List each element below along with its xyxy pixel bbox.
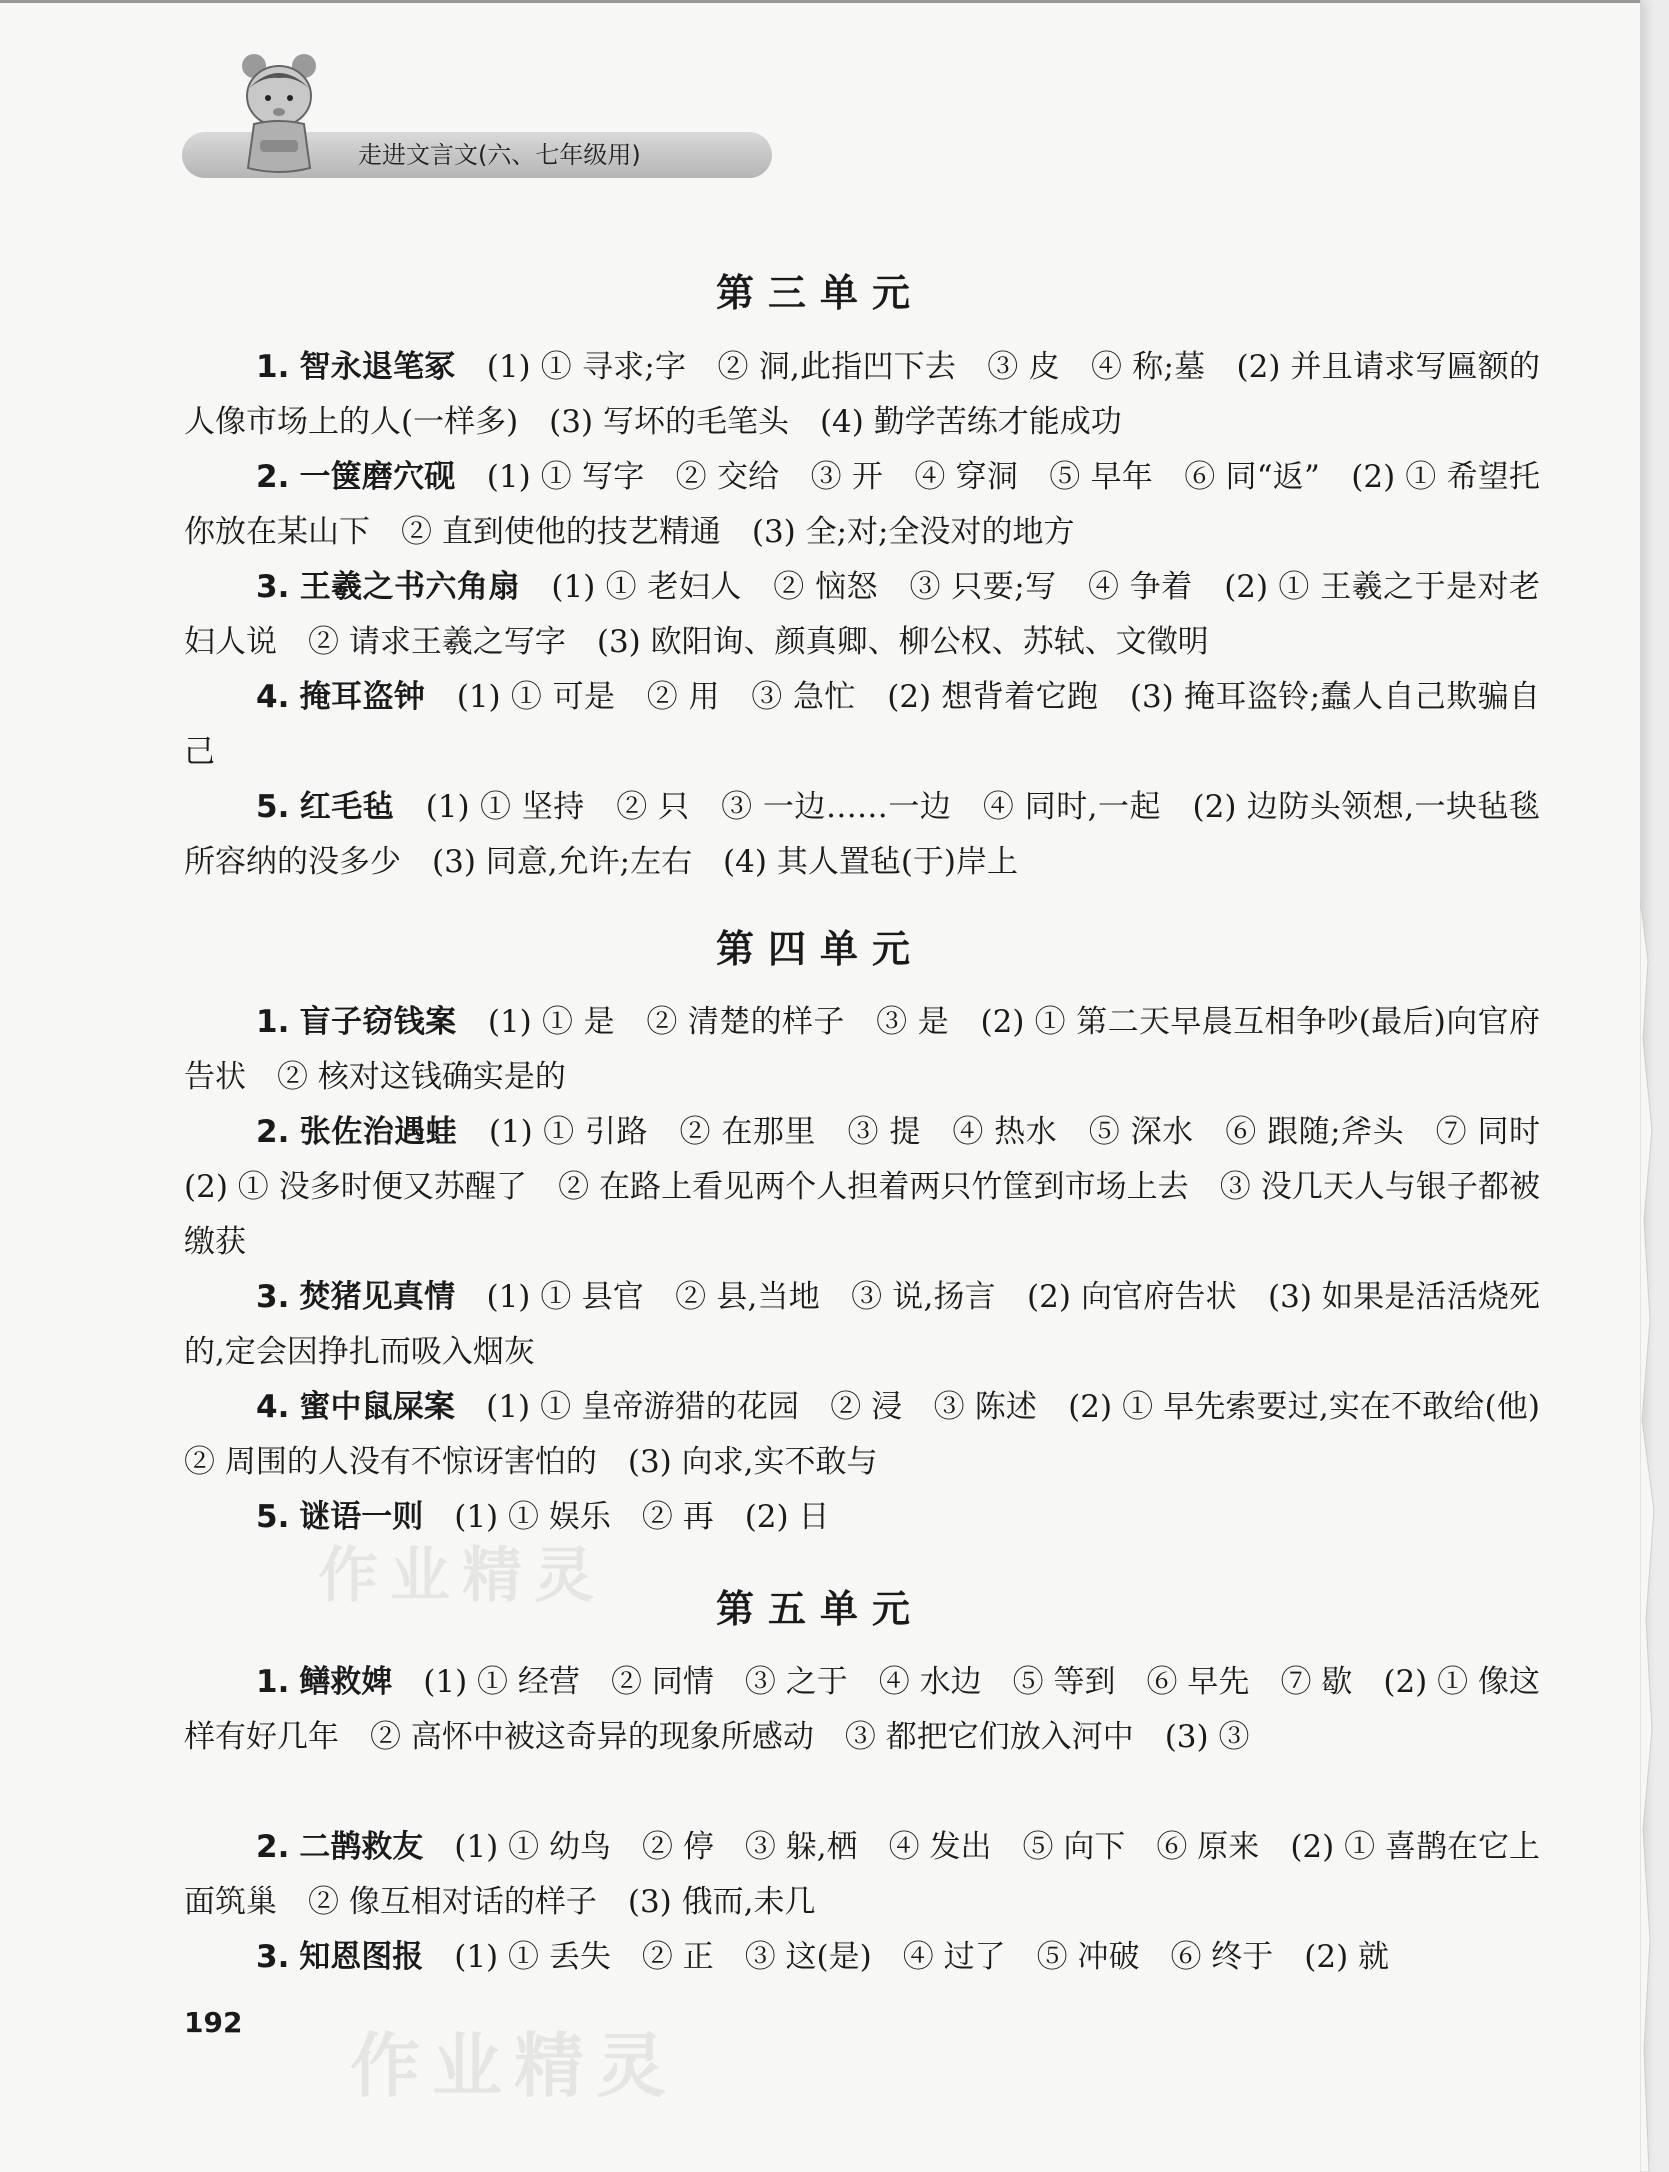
entry-title: 谜语一则 xyxy=(299,1499,424,1535)
entry-unit4-4 xyxy=(184,1380,1571,1490)
entry-answer: (1) ① 丢失 ② 正 ③ 这(是) ④ 过了 ⑤ 冲破 ⑥ 终于 (2) 就 xyxy=(454,1939,1390,1975)
entry-answer: (1) ① 寻求;字 ② 洞,此指凹下去 ③ 皮 ④ 称;墓 (2) 并且请求写匾额的人像市场上的人(一样多) (3) 写坏的毛笔头 (4) 勤学苦练才能成功 xyxy=(184,349,1541,440)
entry-number: 2. xyxy=(256,1114,290,1150)
entry-answer: (1) ① 老妇人 ② 恼怒 ③ 只要;写 ④ 争着 (2) ① 王羲之于是对老妇人说 ② 请求王羲之写字 (3) 欧阳询、颜真卿、柳公权、苏轼、文徵明 xyxy=(184,569,1541,660)
entry-unit3-3 xyxy=(184,560,1540,670)
entry-answer: (1) ① 经营 ② 同情 ③ 之于 ④ 水边 ⑤ 等到 ⑥ 早先 ⑦ 歇 (2) ① 像这样有好几年 ② 高怀中被这奇异的现象所感动 ③ 都把它们放入河中 (3) ③ xyxy=(184,1664,1541,1755)
header-title: 走进文言文(六、七年级用) xyxy=(358,141,641,169)
entry-unit3-5 xyxy=(184,780,1540,890)
entry-answer: (1) ① 坚持 ② 只 ③ 一边……一边 ④ 同时,一起 (2) 边防头领想,一块毡毯所容纳的没多少 (3) 同意,允许;左右 (4) 其人置毡(于)岸上 xyxy=(184,789,1541,880)
entry-number: 1. xyxy=(256,349,290,385)
entry-number: 3. xyxy=(256,1939,290,1975)
entry-number: 3. xyxy=(256,1279,290,1315)
entry-title: 蜜中鼠屎案 xyxy=(299,1389,456,1425)
entry-answer: (1) ① 县官 ② 县,当地 ③ 说,扬言 (2) 向官府告状 (3) 如果是活活烧死的,定会因挣扎而吸入烟灰 xyxy=(184,1279,1541,1370)
watermark: 作业精灵 xyxy=(318,1541,606,1611)
section-title-unit-5: 第五单元 xyxy=(715,1587,924,1631)
section-title-unit-3: 第三单元 xyxy=(715,271,924,315)
top-rule xyxy=(0,0,1640,3)
entry-title: 盲子窃钱案 xyxy=(299,1004,457,1040)
entry-title: 张佐治遇蛙 xyxy=(299,1114,458,1150)
mascot-icon xyxy=(224,48,334,178)
entry-number: 2. xyxy=(256,1829,290,1865)
entry-answer: (1) ① 可是 ② 用 ③ 急忙 (2) 想背着它跑 (3) 掩耳盗铃;蠢人自己欺骗自己 xyxy=(184,679,1541,770)
entry-answer: (1) ① 是 ② 清楚的样子 ③ 是 (2) ① 第二天早晨互相争吵(最后)向官府告状 ② 核对这钱确实是的 xyxy=(184,1004,1541,1095)
entry-unit3-4 xyxy=(184,670,1540,780)
page-number: 192 xyxy=(184,2006,243,2039)
entry-number: 1. xyxy=(256,1004,290,1040)
entry-number: 4. xyxy=(256,679,290,715)
entry-title: 王羲之书六角扇 xyxy=(299,569,520,605)
entry-title: 掩耳盗钟 xyxy=(299,679,426,715)
entry-number: 5. xyxy=(256,789,290,825)
entry-unit3-2 xyxy=(184,450,1540,560)
entry-title: 鳝救婢 xyxy=(299,1664,393,1700)
entry-unit4-1 xyxy=(184,995,1540,1105)
entry-unit4-3 xyxy=(184,1270,1540,1380)
entry-unit4-2 xyxy=(184,1105,1572,1270)
entry-answer: (1) ① 娱乐 ② 再 (2) 日 xyxy=(454,1499,830,1535)
entry-title: 焚猪见真情 xyxy=(299,1279,456,1315)
entry-title: 智永退笔冢 xyxy=(299,349,456,385)
entry-unit5-1 xyxy=(184,1655,1540,1765)
entry-answer: (1) ① 引路 ② 在那里 ③ 提 ④ 热水 ⑤ 深水 ⑥ 跟随;斧头 ⑦ 同时 (2) ① 没多时便又苏醒了 ② 在路上看见两个人担着两只竹筐到市场上去 ③ 没几天人与银子都被缴获 xyxy=(184,1114,1572,1260)
entry-number: 1. xyxy=(256,1664,290,1700)
entry-title: 红毛毡 xyxy=(299,789,395,825)
section-title-unit-4: 第四单元 xyxy=(715,927,924,971)
entry-unit5-3 xyxy=(184,1930,1540,1985)
entry-unit5-2 xyxy=(184,1820,1540,1930)
entry-title: 一箧磨穴砚 xyxy=(299,459,456,495)
torn-edge xyxy=(1640,900,1669,2172)
entry-number: 5. xyxy=(256,1499,290,1535)
entry-title: 知恩图报 xyxy=(299,1939,424,1975)
entry-answer: (1) ① 写字 ② 交给 ③ 开 ④ 穿洞 ⑤ 早年 ⑥ 同“返” (2) ① 希望托你放在某山下 ② 直到使他的技艺精通 (3) 全;对;全没对的地方 xyxy=(184,459,1541,550)
entry-answer: (1) ① 皇帝游猎的花园 ② 浸 ③ 陈述 (2) ① 早先索要过,实在不敢给(他) ② 周围的人没有不惊讶害怕的 (3) 向求,实不敢与 xyxy=(184,1389,1571,1480)
watermark: 作业精灵 xyxy=(350,2025,678,2107)
entry-unit3-1 xyxy=(184,340,1540,450)
entry-title: 二鹊救友 xyxy=(299,1829,424,1865)
entry-number: 3. xyxy=(256,569,290,605)
entry-number: 2. xyxy=(256,459,290,495)
entry-number: 4. xyxy=(256,1389,290,1425)
entry-answer: (1) ① 幼鸟 ② 停 ③ 躲,栖 ④ 发出 ⑤ 向下 ⑥ 原来 (2) ① 喜鹊在它上面筑巢 ② 像互相对话的样子 (3) 俄而,未几 xyxy=(184,1829,1541,1920)
